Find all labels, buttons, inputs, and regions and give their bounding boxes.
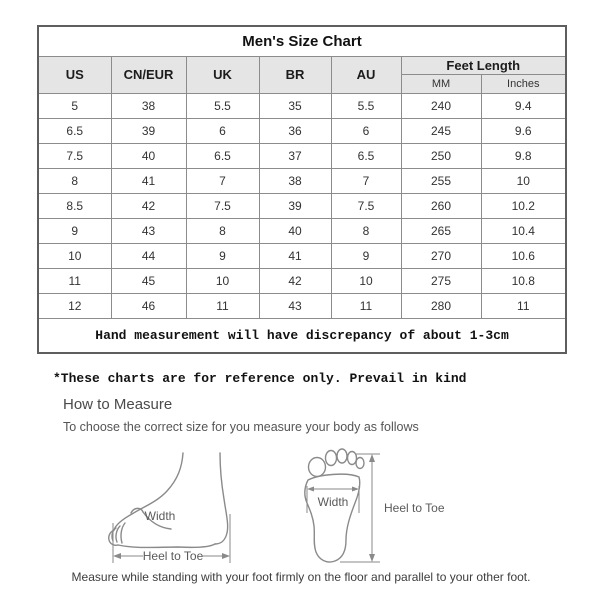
table-footnote: Hand measurement will have discrepancy of about 1-3cm [38, 318, 566, 353]
col-header-cn-eur: CN/EUR [111, 56, 186, 93]
col-header-br: BR [259, 56, 331, 93]
table-cell: 270 [401, 243, 481, 268]
table-cell: 255 [401, 168, 481, 193]
table-cell: 38 [111, 93, 186, 118]
table-cell: 6.5 [38, 118, 111, 143]
table-cell: 7.5 [38, 143, 111, 168]
table-cell: 39 [111, 118, 186, 143]
table-cell: 38 [259, 168, 331, 193]
table-cell: 40 [259, 218, 331, 243]
table-cell: 40 [111, 143, 186, 168]
col-header-au: AU [331, 56, 401, 93]
table-cell: 11 [186, 293, 259, 318]
table-cell: 9.4 [481, 93, 566, 118]
table-cell: 45 [111, 268, 186, 293]
table-cell: 11 [481, 293, 566, 318]
table-cell: 41 [111, 168, 186, 193]
table-cell: 5.5 [331, 93, 401, 118]
table-row [38, 168, 566, 193]
measure-heading: How to Measure [63, 396, 173, 413]
table-cell: 7.5 [186, 193, 259, 218]
size-table [37, 25, 567, 354]
table-cell: 42 [111, 193, 186, 218]
table-cell: 8 [186, 218, 259, 243]
table-cell: 6.5 [186, 143, 259, 168]
reference-note: *These charts are for reference only. Prevail in kind [53, 371, 467, 386]
table-cell: 9 [331, 243, 401, 268]
table-cell: 9 [38, 218, 111, 243]
size-table-body [38, 93, 566, 318]
table-cell: 260 [401, 193, 481, 218]
table-cell: 7.5 [331, 193, 401, 218]
table-row [38, 118, 566, 143]
table-cell: 12 [38, 293, 111, 318]
table-footnote-row [38, 318, 566, 353]
col-header-inches: Inches [481, 74, 566, 93]
table-header-row [38, 56, 566, 74]
table-cell: 5 [38, 93, 111, 118]
table-cell: 6 [186, 118, 259, 143]
table-cell: 10 [481, 168, 566, 193]
table-cell: 9.8 [481, 143, 566, 168]
table-cell: 245 [401, 118, 481, 143]
table-row [38, 93, 566, 118]
side-foot-length-label: Heel to Toe [142, 549, 204, 563]
col-header-feet-length: Feet Length [401, 56, 566, 74]
table-cell: 37 [259, 143, 331, 168]
col-header-us: US [38, 56, 111, 93]
table-cell: 46 [111, 293, 186, 318]
table-cell: 42 [259, 268, 331, 293]
table-cell: 10 [331, 268, 401, 293]
table-cell: 10 [38, 243, 111, 268]
side-foot-width-label: Width [144, 509, 176, 523]
table-cell: 265 [401, 218, 481, 243]
sole-foot-width-label: Width [317, 495, 349, 509]
table-cell: 8 [38, 168, 111, 193]
side-foot-diagram-icon [103, 449, 243, 569]
table-cell: 9 [186, 243, 259, 268]
table-cell: 10.2 [481, 193, 566, 218]
table-cell: 10.8 [481, 268, 566, 293]
table-cell: 7 [186, 168, 259, 193]
table-cell: 11 [331, 293, 401, 318]
table-title-row [38, 26, 566, 56]
table-row [38, 143, 566, 168]
table-cell: 11 [38, 268, 111, 293]
table-cell: 35 [259, 93, 331, 118]
table-cell: 36 [259, 118, 331, 143]
col-header-mm: MM [401, 74, 481, 93]
table-cell: 9.6 [481, 118, 566, 143]
table-cell: 39 [259, 193, 331, 218]
table-cell: 240 [401, 93, 481, 118]
table-cell: 6 [331, 118, 401, 143]
table-row [38, 243, 566, 268]
col-header-uk: UK [186, 56, 259, 93]
table-cell: 41 [259, 243, 331, 268]
table-cell: 280 [401, 293, 481, 318]
table-row [38, 218, 566, 243]
table-cell: 44 [111, 243, 186, 268]
sole-foot-diagram-icon [296, 446, 456, 570]
table-cell: 8.5 [38, 193, 111, 218]
table-row [38, 293, 566, 318]
table-title: Men's Size Chart [38, 26, 566, 56]
sole-foot-length-label: Heel to Toe [384, 501, 445, 515]
table-cell: 5.5 [186, 93, 259, 118]
measure-subheading: To choose the correct size for you measure your body as follows [63, 420, 419, 434]
table-cell: 250 [401, 143, 481, 168]
table-cell: 6.5 [331, 143, 401, 168]
table-cell: 8 [331, 218, 401, 243]
table-row [38, 193, 566, 218]
table-cell: 10 [186, 268, 259, 293]
table-cell: 43 [111, 218, 186, 243]
table-cell: 10.6 [481, 243, 566, 268]
table-cell: 10.4 [481, 218, 566, 243]
table-cell: 7 [331, 168, 401, 193]
table-cell: 275 [401, 268, 481, 293]
table-cell: 43 [259, 293, 331, 318]
table-row [38, 268, 566, 293]
measure-caption: Measure while standing with your foot firmly on the floor and parallel to your other foot. [71, 570, 531, 584]
